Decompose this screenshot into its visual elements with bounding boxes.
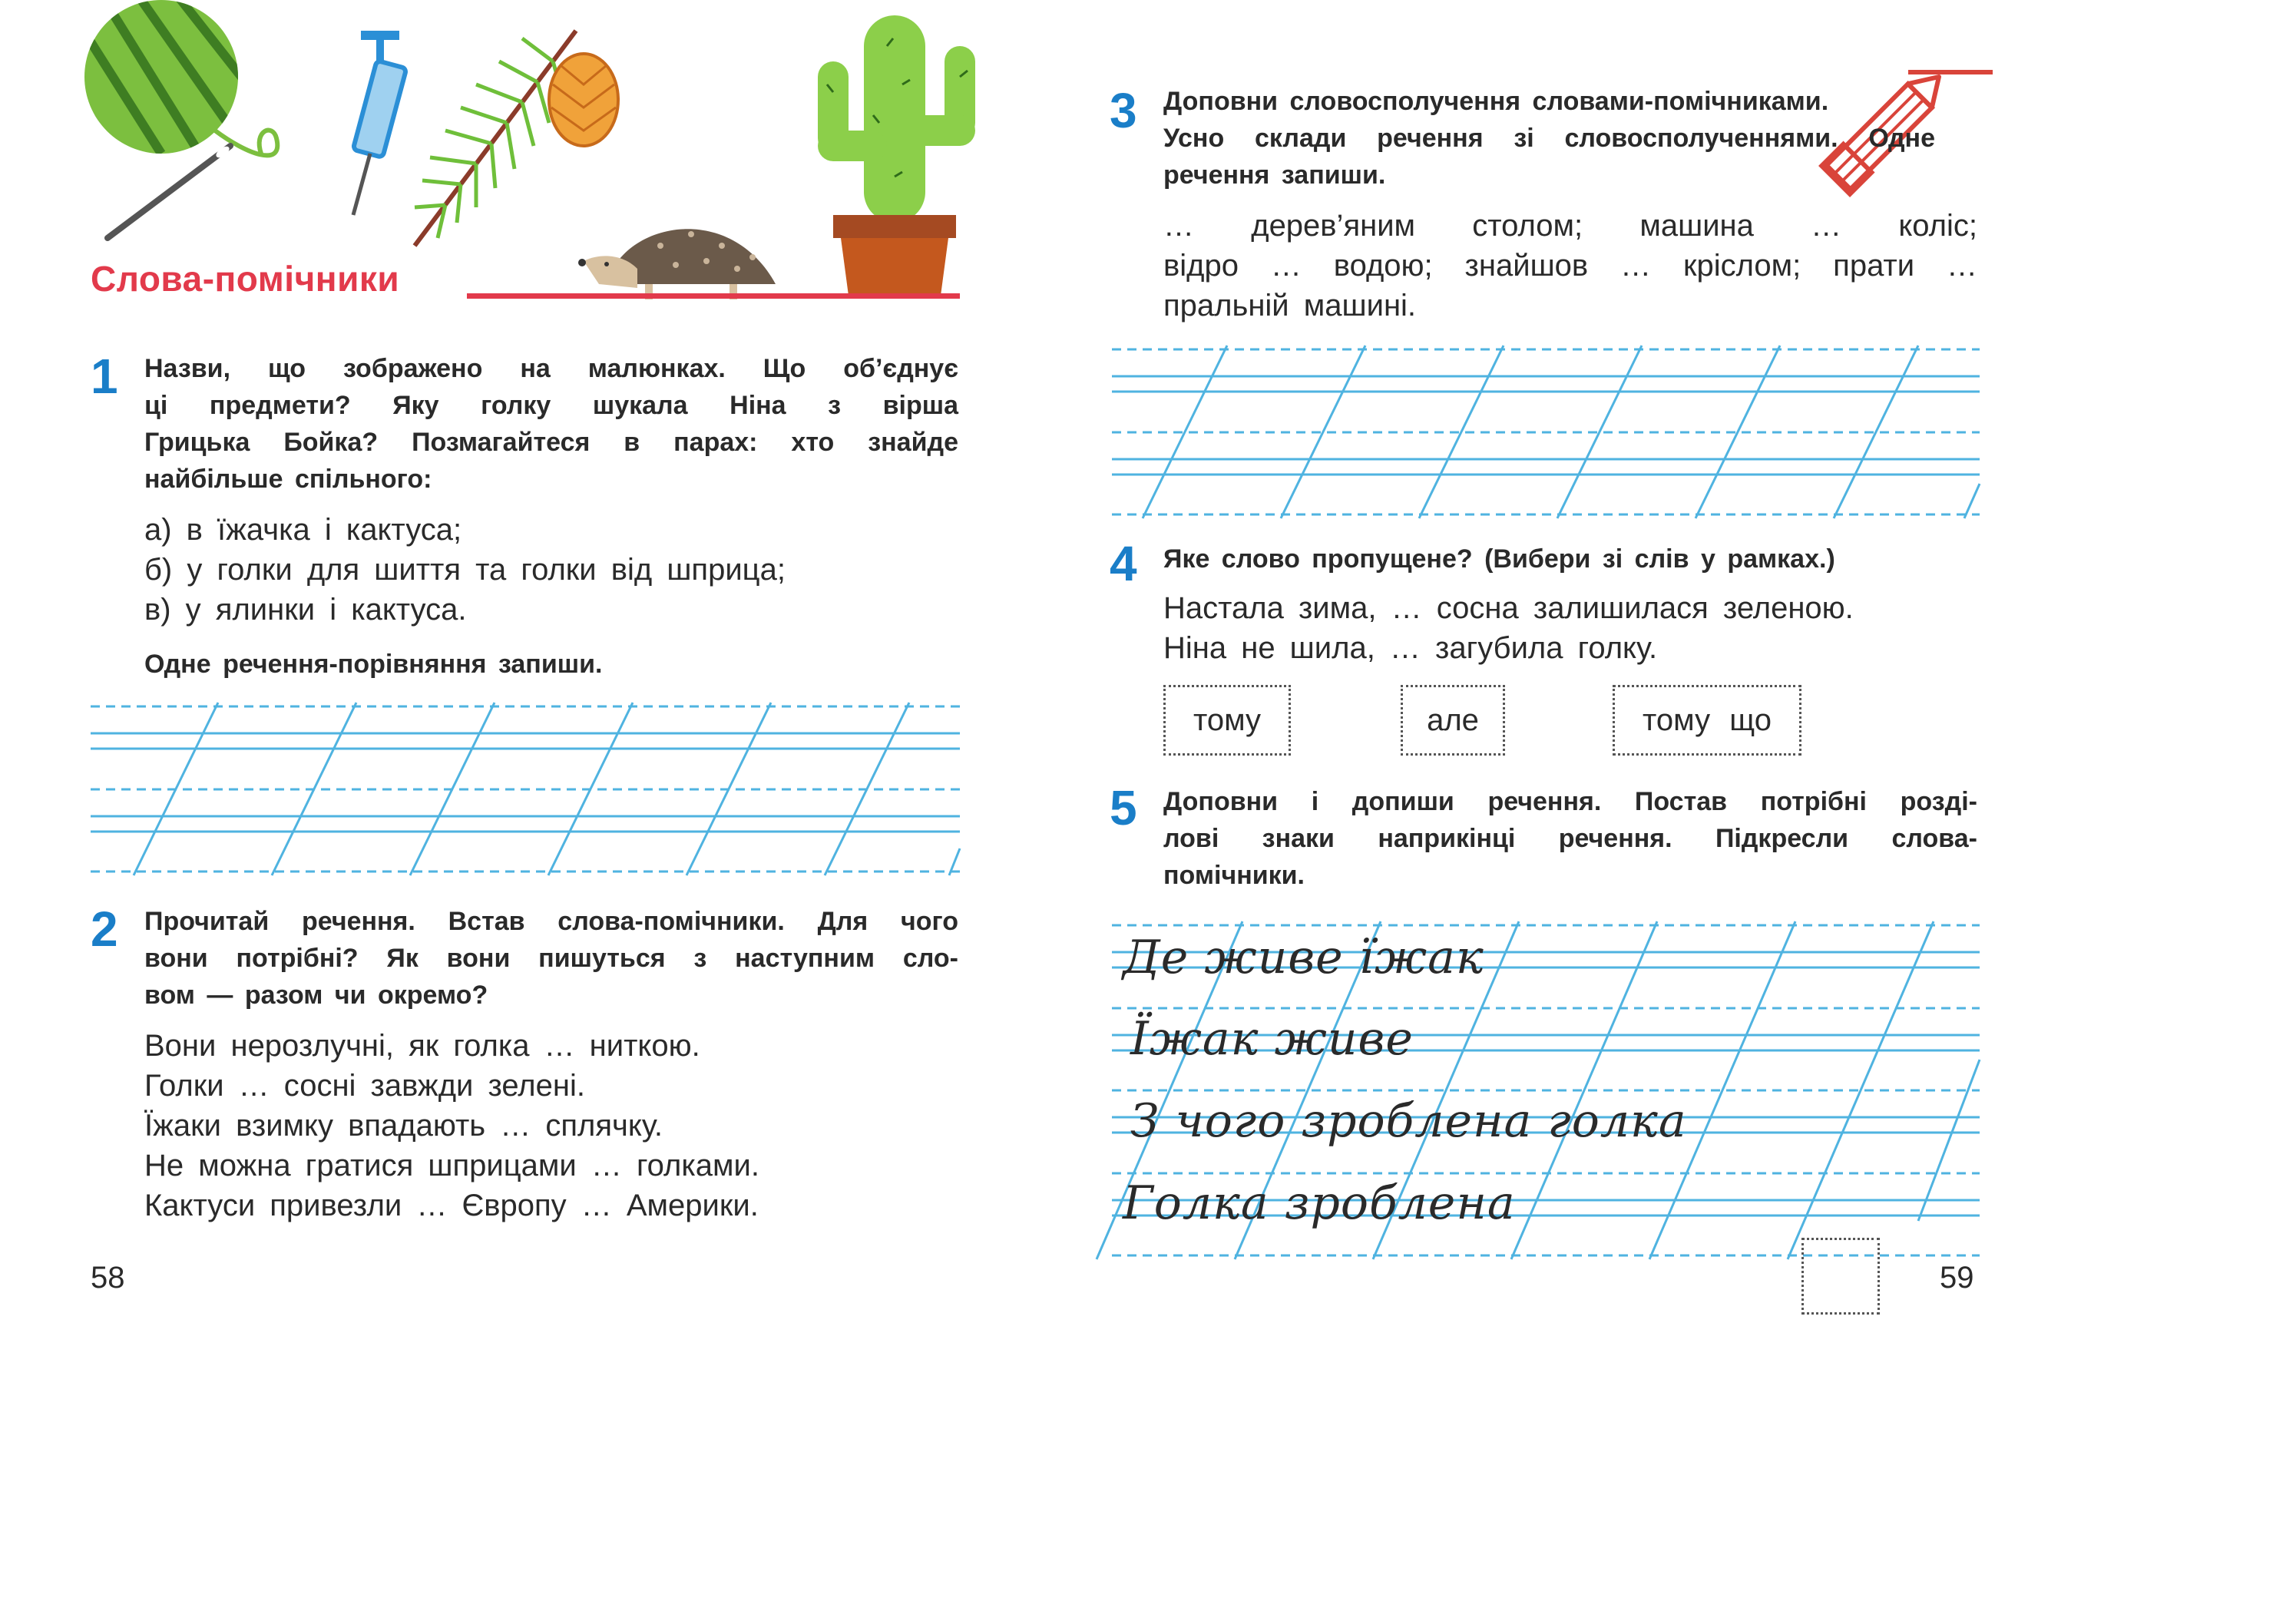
- exercise-1-task: Одне речення-порівняння запиши.: [144, 650, 603, 679]
- exercise-5-instruction: Доповни і допиши речення. Постав потрібні розді- лові знаки наприкінці речення. Підкресли слова- помічники.: [1163, 787, 1977, 890]
- hedgehog-icon: [576, 200, 791, 307]
- exercise-number-5: 5: [1110, 780, 1137, 835]
- word-option-ale[interactable]: але: [1401, 685, 1505, 756]
- exercise-4-instruction: Яке слово пропущене? (Вибери зі слів у рамках.): [1163, 544, 1835, 574]
- exercise-number-3: 3: [1110, 83, 1137, 138]
- exercise-number-4: 4: [1110, 536, 1137, 591]
- handwriting-line-3: З чого зроблена голка: [1130, 1094, 1687, 1148]
- exercise-2-sentences: [144, 1026, 759, 1225]
- list-item: в) у ялинки і кактуса.: [144, 593, 467, 627]
- list-item: б) у голки для шиття та голки від шприца;: [144, 553, 786, 587]
- writing-lines-ex3[interactable]: [1112, 346, 1980, 522]
- title-underline: [467, 293, 960, 299]
- page-number-right: 59: [1940, 1261, 1974, 1295]
- answer-check-box[interactable]: [1801, 1238, 1880, 1315]
- list-item: пральній машині.: [1163, 289, 1417, 322]
- page-number-left: 58: [91, 1261, 125, 1295]
- exercise-3-instruction: Доповни словосполучення словами-помічниками. Усно склади речення зі словосполученнями. Одне речення запиши.: [1163, 87, 1935, 190]
- pine-cone-icon: [538, 46, 630, 154]
- list-item: Ніна не шила, … загубила голку.: [1163, 631, 1658, 665]
- list-item: відро … водою; знайшов … кріслом; прати …: [1163, 249, 1977, 283]
- exercise-number-2: 2: [91, 901, 118, 957]
- word-option-tomu[interactable]: тому: [1163, 685, 1291, 756]
- handwriting-line-4: Голка зроблена: [1123, 1176, 1516, 1230]
- list-item: а) в їжачка і кактуса;: [144, 513, 462, 547]
- list-item: Їжаки взимку впадають … сплячку.: [144, 1109, 663, 1143]
- exercise-1-instruction: Назви, що зображено на малюнках. Що об’єднує ці предмети? Яку голку шукала Ніна з вірша Грицька Бойка? Позмагайтеся в парах: хто знайде найбільше спільного:: [144, 354, 958, 494]
- sewing-needle-icon: [100, 138, 253, 253]
- cactus-pot-icon: [810, 0, 987, 299]
- list-item: Настала зима, … сосна залишилася зеленою.: [1163, 591, 1854, 625]
- exercise-2-instruction: Прочитай речення. Встав слова-помічники. Для чого вони потрібні? Як вони пишуться з наступним сло- вом — разом чи окремо?: [144, 907, 958, 1010]
- exercise-4-sentences: [1163, 588, 1854, 668]
- page-title: Слова-помічники: [91, 259, 400, 299]
- writing-lines-ex1[interactable]: [91, 703, 960, 879]
- list-item: Голки … сосні завжди зелені.: [144, 1069, 585, 1103]
- handwriting-line-2: Їжак живе: [1130, 1012, 1414, 1066]
- list-item: Вони нерозлучні, як голка … ниткою.: [144, 1029, 700, 1063]
- exercise-1-items: [144, 510, 786, 630]
- list-item: Кактуси привезли … Європу … Америки.: [144, 1189, 759, 1222]
- exercise-3-phrases: [1163, 206, 1977, 326]
- handwriting-line-1: Де живе їжак: [1123, 931, 1484, 984]
- exercise-number-1: 1: [91, 349, 118, 404]
- list-item: Не можна гратися шприцами … голками.: [144, 1149, 759, 1182]
- list-item: … дерев’яним столом; машина … коліс;: [1163, 209, 1977, 243]
- word-option-tomu-shcho[interactable]: тому що: [1613, 685, 1801, 756]
